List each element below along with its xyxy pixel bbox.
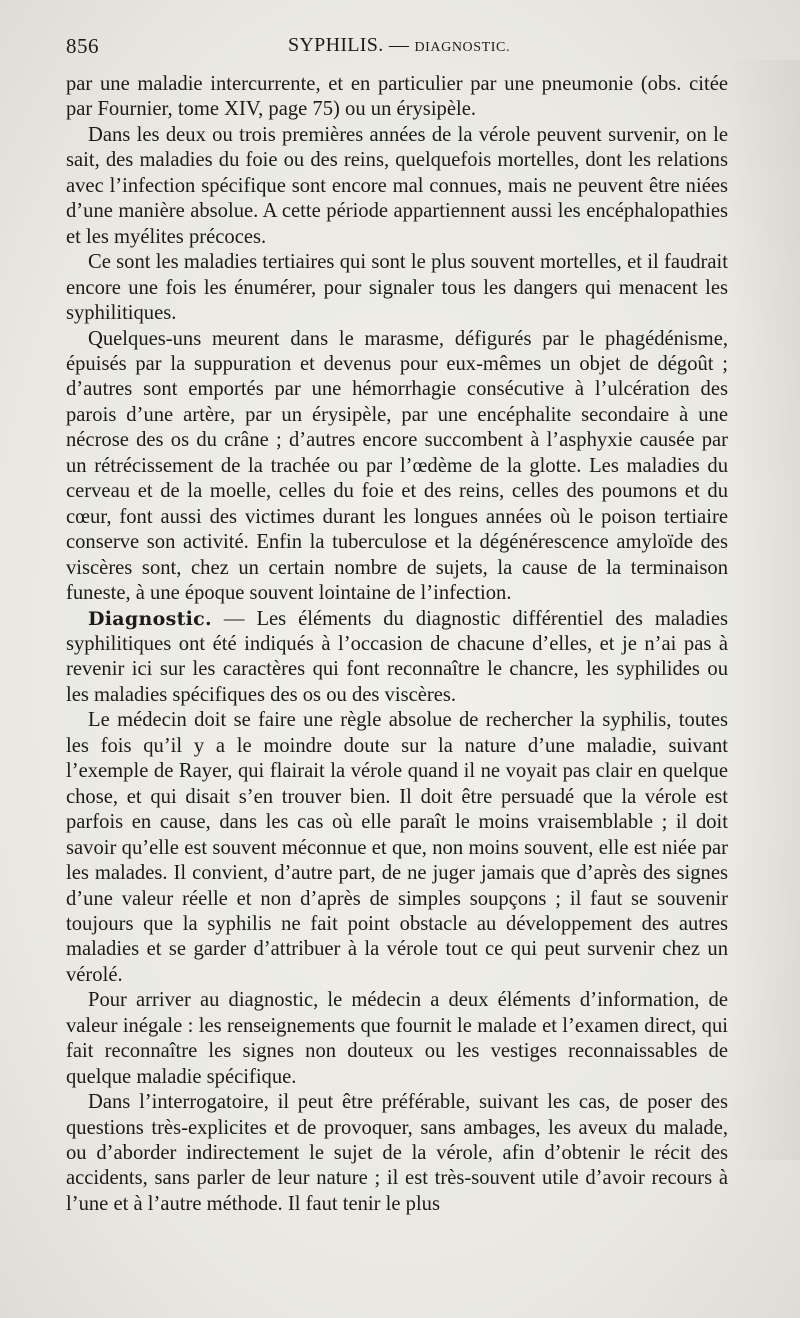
paragraph-early-diseases: Dans les deux ou trois premières années de la vérole peuvent survenir, on le sait, des maladies du foie ou des reins, quelquefois mortelles, dont les relations avec l’infection spécifique sont encore mal connues, mais ne peuvent être niées d’une manière absolue. A cette période appartiennent aussi les encéphalopathies et les myélites précoces. bbox=[66, 123, 728, 248]
paragraph-continuation: par une maladie intercurrente, et en particulier par une pneumonie (obs. citée par Fournier, tome XIV, page 75) ou un érysipèle. bbox=[66, 73, 728, 121]
running-title bbox=[288, 34, 510, 57]
paragraph-information-sources: Pour arriver au diagnostic, le médecin a deux éléments d’information, de valeur inégale : les renseignements que fournit le malade et l’examen direct, qui fait reconnaître les signes non douteux ou les vestiges reconnaissables de quelque maladie spécifique. bbox=[66, 989, 728, 1088]
paragraph-causes-of-death: Quelques-uns meurent dans le marasme, défigurés par le phagédénisme, épuisés par la suppuration et devenus pour eux-mêmes un objet de dégoût ; d’autres sont emportés par une hémorrhagie consécutive à l’ulcération des parois d’une artère, par un érysipèle, par une encéphalite secondaire à une nécrose des os du crâne ; d’autres encore succombent à l’asphyxie causée par un rétrécissement de la trachée ou par l’œdème de la glotte. Les maladies du cerveau et de la moelle, celles du foie et des reins, celles des poumons et du cœur, font aussi des victimes durant les longues années où le poison tertiaire conserve son activité. Enfin la tuberculose et la dégénérescence amyloïde des viscères sont, chez un certain nombre de sujets, la cause de la terminaison funeste, à une époque souvent lointaine de l’infection. bbox=[66, 327, 728, 605]
paragraph-physician-rule: Le médecin doit se faire une règle absolue de rechercher la syphilis, toutes les fois qu’il y a le moindre doute sur la nature d’une maladie, suivant l’exemple de Rayer, qui flairait la vérole quand il ne voyait pas clair en quelque chose, et qui disait s’en trouver bien. Il doit être persuadé que la vérole est parfois en cause, dans les cas où elle paraît le moins vraisemblable ; il doit savoir qu’elle est souvent méconnue et que, non moins souvent, elle est niée par les malades. Il convient, d’autre part, de ne juger jamais que d’après des signes d’une valeur réelle et non d’après de simples soupçons ; il faut se souvenir toujours que la syphilis ne fait point obstacle au développement des autres maladies et se garder d’attribuer à la vérole tout ce qui peut survenir chez un vérolé. bbox=[66, 709, 728, 986]
running-title-separator: — bbox=[388, 34, 410, 56]
paragraph-diagnostic bbox=[66, 607, 728, 709]
diagnostic-intro: Les éléments du diagnostic différentiel des maladies syphilitiques ont été indiqués à l’occasion de chacune d’elles, et je n’ai pas à revenir ici sur les caractères qui font reconnaître le chancre, les syphilides ou les maladies spécifiques des os ou des viscères. bbox=[66, 607, 729, 706]
body-text bbox=[66, 72, 728, 1217]
paper-bleed-through bbox=[730, 60, 800, 1160]
page-header bbox=[66, 34, 728, 62]
running-title-section: DIAGNOSTIC. bbox=[414, 40, 511, 55]
section-heading-diagnostic: Diagnostic. bbox=[88, 607, 212, 630]
paragraph-tertiary-mortality: Ce sont les maladies tertiaires qui sont le plus souvent mortelles, et il faudrait encore une fois les énumérer, pour signaler tous les dangers qui menacent les syphilitiques. bbox=[66, 251, 728, 325]
diagnostic-dash: — bbox=[223, 607, 245, 630]
running-title-main: SYPHILIS. bbox=[288, 34, 384, 56]
page-number: 856 bbox=[66, 34, 99, 58]
paragraph-interrogation: Dans l’interrogatoire, il peut être préférable, suivant les cas, de poser des questions très-explicites et de provoquer, sans ambages, les aveux du malade, ou d’aborder indirectement le sujet de la vérole, afin d’obtenir le récit des accidents, sans parler de leur nature ; il est très-souvent utile d’avoir recours à l’une et à l’autre méthode. Il faut tenir le plus bbox=[66, 1091, 728, 1215]
